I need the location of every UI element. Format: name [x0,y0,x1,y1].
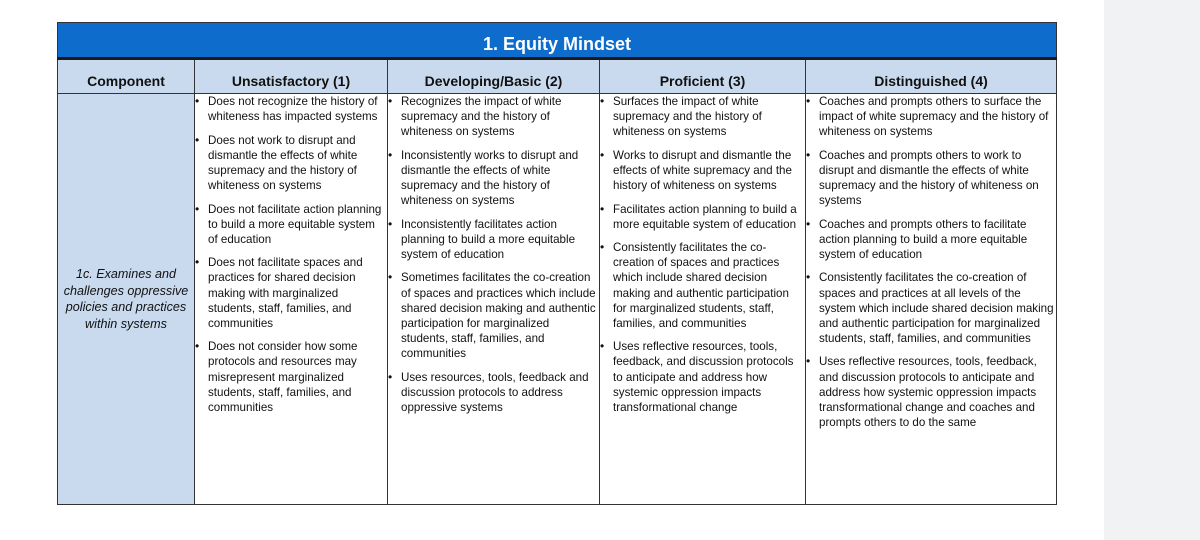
bullet-item: • Does not facilitate action planning to build a more equitable system of education [195,202,387,247]
bullet-item: • Does not recognize the history of whiteness has impacted systems [195,94,387,124]
bullet-item: • Works to disrupt and dismantle the effects of white supremacy and the history of whiteness on systems [600,148,805,193]
bullet-item: • Facilitates action planning to build a more equitable system of education [600,202,805,232]
header-distinguished: Distinguished (4) [806,59,1057,94]
level-cell-unsatisfactory [195,94,388,505]
page-side-margin [1104,0,1200,540]
bullet-item: • Does not facilitate spaces and practices for shared decision making with marginalized students, staff, families, and communities [195,255,387,330]
bullet-item: • Does not work to disrupt and dismantle the effects of white supremacy and the history of whiteness on systems [195,133,387,193]
header-unsatisfactory: Unsatisfactory (1) [195,59,388,94]
bullet-item: • Sometimes facilitates the co-creation of spaces and practices which include shared decision making and authentic participation for marginalized students, staff, families, and communities [388,270,599,361]
header-component: Component [58,59,195,94]
bullet-item: • Uses reflective resources, tools, feedback, and discussion protocols to anticipate and address how systemic oppression impacts transformational change and coaches and prompts others to do the same [806,354,1056,429]
rubric-title: 1. Equity Mindset [483,34,632,54]
header-proficient: Proficient (3) [600,59,806,94]
bullet-item: • Uses reflective resources, tools, feedback, and discussion protocols to anticipate and address how systemic oppression impacts transformational change [600,339,805,414]
header-developing: Developing/Basic (2) [388,59,600,94]
bullet-item: • Recognizes the impact of white supremacy and the history of whiteness on systems [388,94,599,139]
level-cell-developing [388,94,600,505]
bullet-item: • Coaches and prompts others to surface the impact of white supremacy and the history of whiteness on systems [806,94,1056,139]
bullet-item: • Surfaces the impact of white supremacy and the history of whiteness on systems [600,94,805,139]
bullet-item: • Consistently facilitates the co-creation of spaces and practices at all levels of the system which include shared decision making and authentic participation for marginalized students, staff, families, and communities [806,270,1056,345]
bullet-list-distinguished [806,94,1056,430]
level-cell-proficient [600,94,806,505]
bullet-item: • Coaches and prompts others to work to disrupt and dismantle the effects of white supremacy and the history of whiteness on systems [806,148,1056,208]
level-cell-distinguished [806,94,1057,505]
bullet-item: • Does not consider how some protocols and resources may misrepresent marginalized students, staff, families, and communities [195,339,387,414]
bullet-item: • Inconsistently works to disrupt and dismantle the effects of white supremacy and the history of whiteness on systems [388,148,599,208]
bullet-list-proficient [600,94,805,415]
component-label: 1c. Examines and challenges oppressive policies and practices within systems [63,267,189,331]
bullet-item: • Consistently facilitates the co-creation of spaces and practices which include shared decision making and authentic participation for marginalized students, staff, families, and communities [600,240,805,331]
bullet-item: • Inconsistently facilitates action planning to build a more equitable system of education [388,217,599,262]
bullet-list-unsatisfactory [195,94,387,415]
bullet-item: • Uses resources, tools, feedback and discussion protocols to address oppressive systems [388,370,599,415]
component-cell [58,94,195,505]
rubric-table [57,22,1057,505]
bullet-item: • Coaches and prompts others to facilitate action planning to build a more equitable system of education [806,217,1056,262]
rubric-title-bar [58,23,1057,59]
bullet-list-developing [388,94,599,415]
